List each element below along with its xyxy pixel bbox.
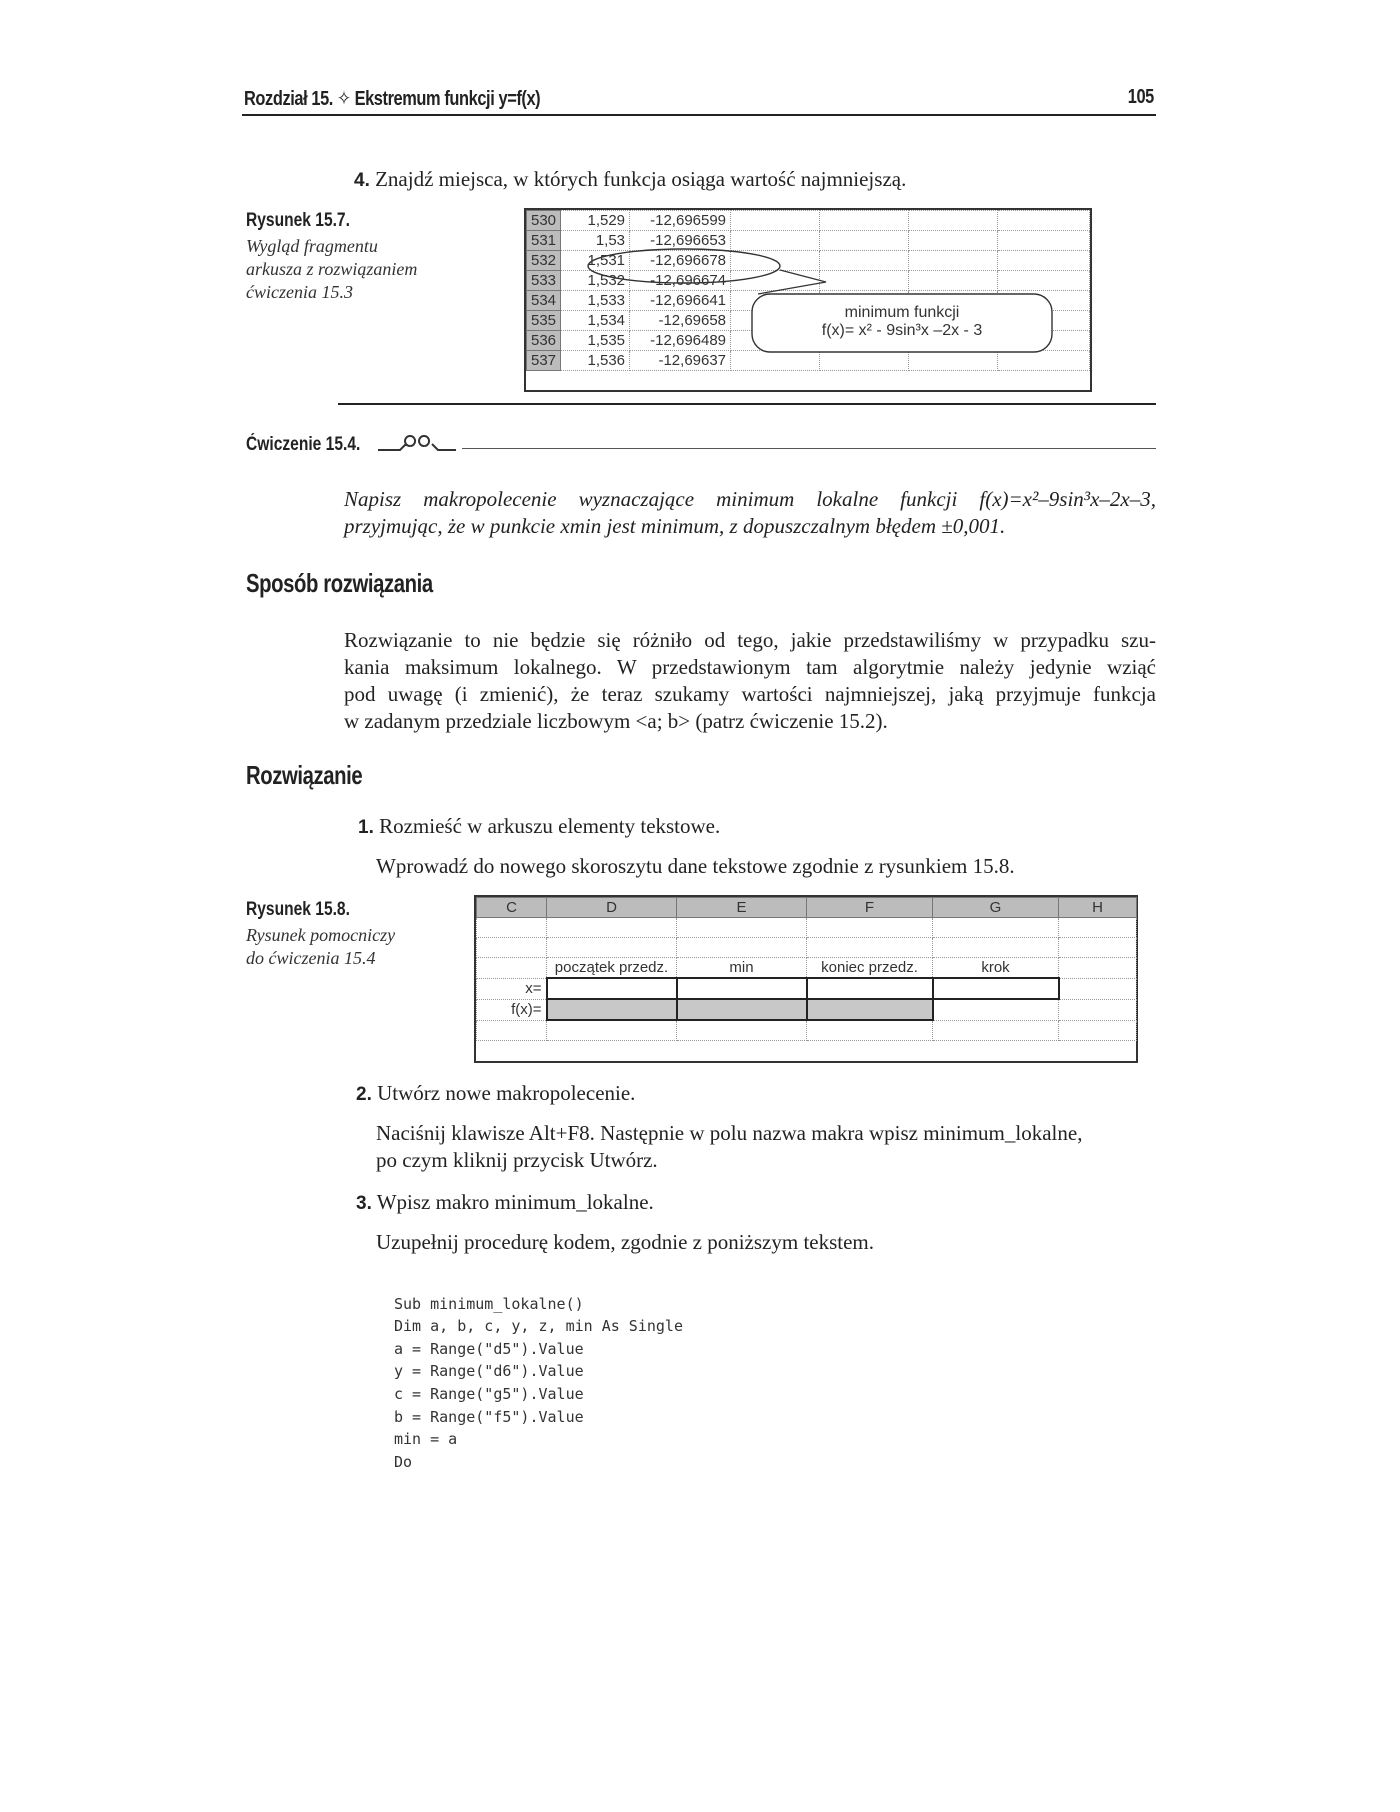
figure-15-7-label: Rysunek 15.7. xyxy=(246,210,350,231)
figure-15-8-label: Rysunek 15.8. xyxy=(246,899,350,920)
callout-text: minimum funkcji f(x)= x² - 9sin³x –2x - 3 xyxy=(821,304,983,339)
step-3: 3. Wpisz makro minimum_lokalne. xyxy=(356,1190,654,1214)
step-1: 1. Rozmieść w arkuszu elementy tekstowe. xyxy=(358,814,721,838)
step-4: 4. Znajdź miejsca, w których funkcja osiąga wartość najmniejszą. xyxy=(354,167,907,191)
step-2-desc: Naciśnij klawisze Alt+F8. Następnie w polu nazwa makra wpisz minimum_lokalne, po czym kliknij przycisk Utwórz. xyxy=(376,1121,1083,1172)
step-2: 2. Utwórz nowe makropolecenie. xyxy=(356,1081,636,1105)
running-header-title: Rozdział 15. ✧ Ekstremum funkcji y=f(x) xyxy=(244,88,541,110)
section-solution-title: Rozwiązanie xyxy=(246,760,363,790)
table-row: 534 1,533 -12,696641 xyxy=(527,291,1090,311)
page-number: 105 xyxy=(1127,86,1154,108)
callout-graphic xyxy=(526,210,1090,390)
table-row: 531 1,53 -12,696653 xyxy=(527,231,1090,251)
figure-15-8-spreadsheet xyxy=(474,895,1138,1063)
table-row: f(x)= xyxy=(477,999,1137,1020)
figure-rule xyxy=(338,403,1156,405)
code-line: c = Range("g5").Value xyxy=(394,1384,584,1403)
table-row: 537 1,536 -12,69637 xyxy=(527,351,1090,371)
exercise-ornament-icon xyxy=(376,432,458,456)
code-line: b = Range("f5").Value xyxy=(394,1407,584,1426)
code-line: Sub minimum_lokalne() xyxy=(394,1294,584,1313)
table-row: 532 1,531 -12,696678 xyxy=(527,251,1090,271)
header-rule xyxy=(242,114,1156,116)
code-line: Do xyxy=(394,1452,413,1471)
code-line: Dim a, b, c, y, z, min As Single xyxy=(394,1317,683,1336)
table-row: 535 1,534 -12,69658 xyxy=(527,311,1090,331)
code-line: y = Range("d6").Value xyxy=(394,1362,584,1381)
code-line: a = Range("d5").Value xyxy=(394,1339,584,1358)
figure-15-8-caption: Rysunek pomocniczy do ćwiczenia 15.4 xyxy=(246,925,396,968)
code-listing xyxy=(394,1270,683,1496)
table-row: 533 1,532 -12,696674 xyxy=(527,271,1090,291)
table-row: 530 1,529 -12,696599 xyxy=(527,211,1090,231)
section-method-text: Rozwiązanie to nie będzie się różniło od tego, jakie przedstawiliśmy w przypadku szu- kania maksimum lokalnego. W przedstawionym tam algorytmie należy jedynie wziąć pod uwagę (i zmienić), że teraz szukamy wartości najmniejszej, jaką przyjmuje funkcja w zadanym przedziale liczbowym <a; b> (patrz ćwiczenie 15.2). xyxy=(344,628,1156,733)
code-line: min = a xyxy=(394,1430,458,1449)
table-row: początek przedz. min koniec przedz. krok xyxy=(477,958,1137,979)
exercise-rule xyxy=(462,448,1156,449)
section-method-title: Sposób rozwiązania xyxy=(246,568,433,598)
figure-15-7-spreadsheet xyxy=(524,208,1092,392)
figure-15-7-caption: Wygląd fragmentu arkusza z rozwiązaniem ćwiczenia 15.3 xyxy=(246,236,418,302)
table-row: x= xyxy=(477,978,1137,999)
column-header-row: C D E F G H xyxy=(477,898,1137,918)
exercise-label: Ćwiczenie 15.4. xyxy=(246,434,361,455)
table-row: 536 1,535 -12,696489 xyxy=(527,331,1090,351)
step-3-desc: Uzupełnij procedurę kodem, zgodnie z poniższym tekstem. xyxy=(376,1230,875,1254)
step-1-desc: Wprowadź do nowego skoroszytu dane tekstowe zgodnie z rysunkiem 15.8. xyxy=(376,854,1015,878)
exercise-text: Napisz makropolecenie wyznaczające minimum lokalne funkcji f(x)=x²–9sin³x–2x–3, przyjmując, że w punkcie xmin jest minimum, z dopuszczalnym błędem ±0,001. xyxy=(344,487,1156,538)
